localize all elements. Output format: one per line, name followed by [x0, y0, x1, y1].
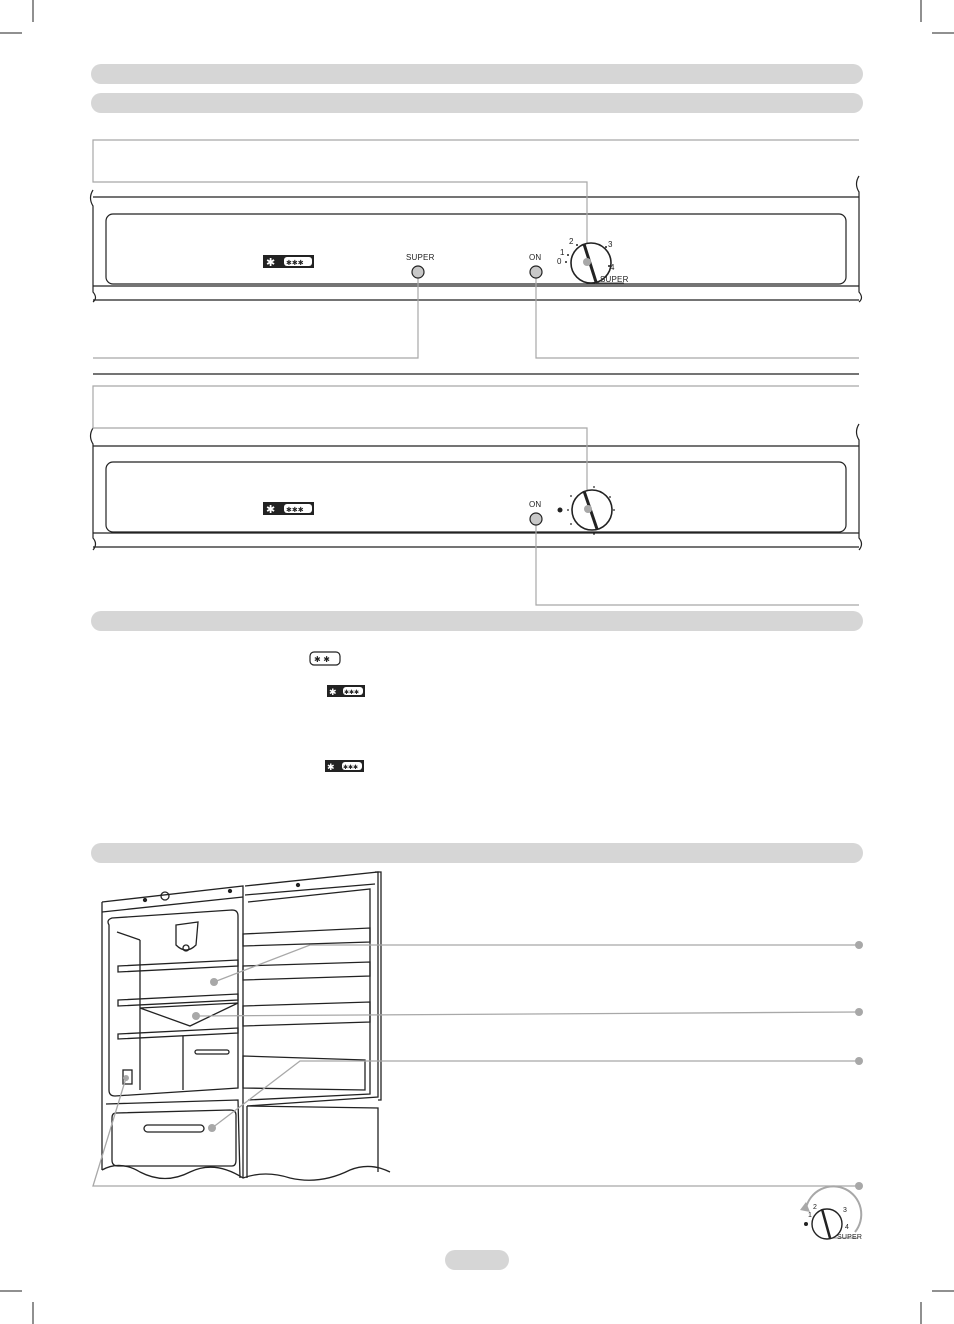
svg-text:✱✱✱: ✱✱✱ — [286, 506, 304, 514]
small-dial-number-2: 2 — [813, 1204, 817, 1211]
svg-text:✱: ✱ — [266, 256, 276, 269]
small-dial-number-4: 4 — [845, 1224, 849, 1231]
svg-text:✱: ✱ — [329, 688, 337, 698]
svg-text:✱✱✱: ✱✱✱ — [286, 259, 304, 267]
dial-number-1: 1 — [560, 248, 565, 257]
svg-text:✱: ✱ — [327, 763, 335, 773]
dial-number-0: 0 — [557, 257, 562, 266]
dial-number-3: 3 — [608, 240, 613, 249]
dial-number-2: 2 — [569, 237, 574, 246]
on-button-label: ON — [529, 253, 542, 262]
svg-text:✱✱✱: ✱✱✱ — [344, 689, 360, 696]
dial-number-4: 4 — [610, 263, 615, 272]
super-button-label: SUPER — [406, 253, 435, 262]
small-dial-super-label: SUPER — [837, 1234, 863, 1241]
svg-text:✱✱✱: ✱✱✱ — [343, 764, 359, 771]
dial-super-label: SUPER — [600, 275, 629, 284]
small-dial-number-3: 3 — [843, 1207, 847, 1214]
svg-text:✱: ✱ — [266, 503, 276, 516]
svg-text:✱ ✱: ✱ ✱ — [314, 655, 330, 664]
small-dial-number-1: 1 — [808, 1212, 812, 1219]
on-button-label-2: ON — [529, 500, 542, 509]
